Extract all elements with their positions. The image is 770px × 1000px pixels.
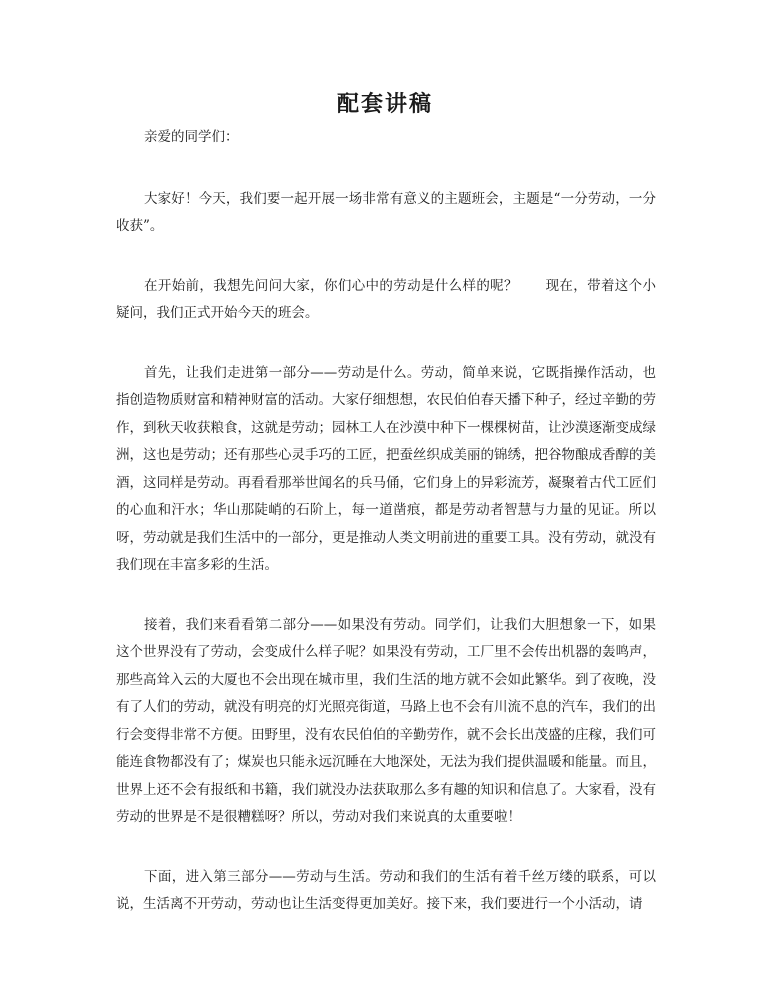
salutation-paragraph: 亲爱的同学们： — [144, 129, 239, 145]
document-title: 配套讲稿 — [336, 91, 433, 117]
greeting-paragraph: 大家好！今天，我们要一起开展一场非常有意义的主题班会，主题是“一分劳动，一分收获”。 — [116, 190, 656, 234]
document-body — [116, 124, 656, 951]
part-one-paragraph: 首先，让我们走进第一部分——劳动是什么。劳动，简单来说，它既指操作活动，也指创造物质财富和精神财富的活动。大家仔细想想，农民伯伯春天播下种子，经过辛勤的劳作，到秋天收获粮食，这就是劳动；园林工人在沙漠中种下一棵棵树苗，让沙漠逐渐变成绿洲，这也是劳动；还有那些心灵手巧的工匠，把蚕丝织成美丽的锦绣，把谷物酿成香醇的美酒，这同样是劳动。再看看那举世闻名的兵马俑，它们身上的异彩流芳，凝聚着古代工匠们的心血和汗水；华山那陡峭的石阶上，每一道凿痕，都是劳动者智慧与力量的见证。所以呀，劳动就是我们生活中的一部分，更是推动人类文明前进的重要工具。没有劳动，就没有我们现在丰富多彩的生活。 — [116, 364, 656, 573]
opening-question-paragraph: 在开始前，我想先问问大家，你们心中的劳动是什么样的呢？ 现在，带着这个小疑问，我们正式开始今天的班会。 — [116, 277, 656, 321]
part-two-paragraph: 接着，我们来看看第二部分——如果没有劳动。同学们，让我们大胆想象一下，如果这个世界没有了劳动，会变成什么样子呢？如果没有劳动，工厂里不会传出机器的轰鸣声，那些高耸入云的大厦也不会出现在城市里，我们生活的地方就不会如此繁华。到了夜晚，没有了人们的劳动，就没有明亮的灯光照亮街道，马路上也不会有川流不息的汽车，我们的出行会变得非常不方便。田野里，没有农民伯伯的辛勤劳作，就不会长出茂盛的庄稼，我们可能连食物都没有了；煤炭也只能永远沉睡在大地深处，无法为我们提供温暖和能量。而且，世界上还不会有报纸和书籍，我们就没办法获取那么多有趣的知识和信息了。大家看，没有劳动的世界是不是很糟糕呀？所以，劳动对我们来说真的太重要啦！ — [116, 616, 656, 825]
part-three-paragraph: 下面，进入第三部分——劳动与生活。劳动和我们的生活有着千丝万缕的联系，可以说，生活离不开劳动，劳动也让生活变得更加美好。接下来，我们要进行一个小活动，请 — [116, 868, 656, 912]
